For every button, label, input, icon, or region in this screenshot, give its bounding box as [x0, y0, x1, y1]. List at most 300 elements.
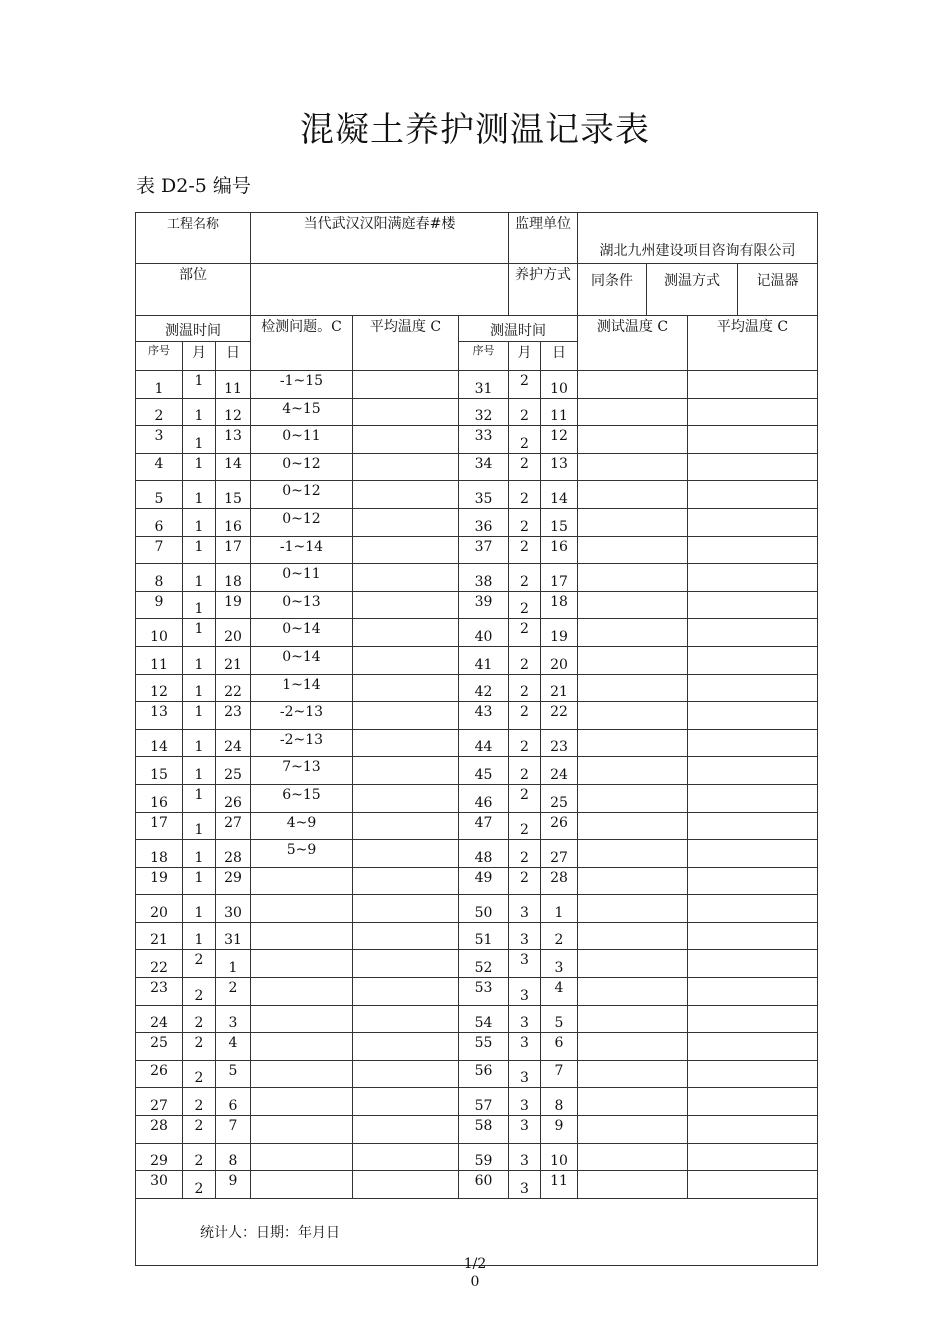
- table-row: [136, 564, 818, 592]
- month-left-cell: 1: [183, 922, 216, 950]
- temp-left-cell: 4~15: [251, 398, 353, 426]
- project-name-label: 工程名称: [136, 213, 251, 264]
- month-right-cell: 2: [509, 784, 541, 812]
- month-left-cell: 1: [183, 729, 216, 757]
- month-right-cell: 2: [509, 564, 541, 592]
- avg-right-cell: [688, 646, 818, 674]
- avg-left-cell: [353, 784, 459, 812]
- day-left-cell: 3: [216, 1005, 251, 1033]
- avg-right-cell: [688, 1033, 818, 1061]
- day-right-cell: 11: [541, 1171, 578, 1199]
- seq-right-cell: 43: [459, 702, 509, 730]
- seq-right-cell: 34: [459, 453, 509, 481]
- avg-right-cell: [688, 784, 818, 812]
- seq-right-cell: 38: [459, 564, 509, 592]
- temp-right-cell: [578, 646, 688, 674]
- month-left-cell: 1: [183, 619, 216, 647]
- table-row: [136, 508, 818, 536]
- temp-right-cell: [578, 729, 688, 757]
- seq-left-cell: 14: [136, 729, 183, 757]
- avg-left-cell: [353, 922, 459, 950]
- avg-left-cell: [353, 702, 459, 730]
- temp-right-cell: [578, 1116, 688, 1144]
- table-row: [136, 978, 818, 1006]
- temp-left-cell: -1~15: [251, 371, 353, 399]
- avg-right-cell: [688, 867, 818, 895]
- day-left-cell: 27: [216, 812, 251, 840]
- page-number-line-1: 1/2: [463, 1256, 487, 1272]
- avg-left-cell: [353, 1033, 459, 1061]
- day-left-cell: 13: [216, 426, 251, 454]
- avg-left-cell: [353, 757, 459, 785]
- month-left-cell: 1: [183, 646, 216, 674]
- part-value: [251, 264, 509, 316]
- temp-right-cell: [578, 978, 688, 1006]
- month-left-cell: 1: [183, 895, 216, 923]
- day-right-cell: 28: [541, 867, 578, 895]
- table-row: [136, 426, 818, 454]
- temp-left-cell: 0~12: [251, 508, 353, 536]
- month-left-cell: 1: [183, 481, 216, 509]
- table-row: [136, 757, 818, 785]
- measuring-method-value: 记温器: [756, 273, 799, 289]
- avg-left-cell: [353, 950, 459, 978]
- month-right-cell: 2: [509, 702, 541, 730]
- table-row: [136, 591, 818, 619]
- measure-time-header-left: 测温时间: [136, 316, 251, 342]
- seq-left-cell: 3: [136, 426, 183, 454]
- day-right-cell: 10: [541, 1143, 578, 1171]
- month-right-cell: 2: [509, 398, 541, 426]
- temp-left-cell: -2~13: [251, 729, 353, 757]
- month-left-cell: 1: [183, 398, 216, 426]
- temp-header-left: 检测问题。C: [251, 316, 353, 371]
- avg-right-cell: [688, 481, 818, 509]
- month-right-cell: 2: [509, 840, 541, 868]
- month-header-left: 月: [183, 342, 216, 371]
- seq-right-cell: 31: [459, 371, 509, 399]
- temp-right-cell: [578, 812, 688, 840]
- avg-left-cell: [353, 591, 459, 619]
- day-right-cell: 12: [541, 426, 578, 454]
- day-left-cell: 12: [216, 398, 251, 426]
- temp-left-cell: 7~13: [251, 757, 353, 785]
- temp-right-cell: [578, 481, 688, 509]
- seq-right-cell: 36: [459, 508, 509, 536]
- avg-left-cell: [353, 536, 459, 564]
- month-right-cell: 3: [509, 950, 541, 978]
- seq-right-cell: 55: [459, 1033, 509, 1061]
- avg-left-cell: [353, 564, 459, 592]
- temp-right-cell: [578, 1005, 688, 1033]
- day-left-cell: 20: [216, 619, 251, 647]
- temp-left-cell: [251, 1060, 353, 1088]
- table-row: [136, 619, 818, 647]
- avg-left-cell: [353, 1060, 459, 1088]
- month-left-cell: 1: [183, 426, 216, 454]
- avg-right-cell: [688, 536, 818, 564]
- seq-left-cell: 5: [136, 481, 183, 509]
- day-left-cell: 28: [216, 840, 251, 868]
- avg-left-cell: [353, 1143, 459, 1171]
- avg-right-cell: [688, 757, 818, 785]
- seq-left-cell: 9: [136, 591, 183, 619]
- day-header-left: 日: [216, 342, 251, 371]
- seq-right-cell: 44: [459, 729, 509, 757]
- temp-left-cell: 1~14: [251, 674, 353, 702]
- day-right-cell: 23: [541, 729, 578, 757]
- table-row: [136, 867, 818, 895]
- avg-right-cell: [688, 619, 818, 647]
- seq-right-cell: 33: [459, 426, 509, 454]
- seq-left-cell: 6: [136, 508, 183, 536]
- month-right-cell: 2: [509, 674, 541, 702]
- month-right-cell: 2: [509, 371, 541, 399]
- avg-right-cell: [688, 398, 818, 426]
- seq-left-cell: 21: [136, 922, 183, 950]
- avg-left-cell: [353, 1116, 459, 1144]
- day-header-right: 日: [541, 342, 578, 371]
- avg-left-cell: [353, 619, 459, 647]
- month-right-cell: 2: [509, 867, 541, 895]
- avg-left-cell: [353, 426, 459, 454]
- month-left-cell: 2: [183, 1033, 216, 1061]
- avg-right-cell: [688, 702, 818, 730]
- avg-left-cell: [353, 481, 459, 509]
- temp-left-cell: 4~9: [251, 812, 353, 840]
- day-right-cell: 11: [541, 398, 578, 426]
- avg-right-cell: [688, 922, 818, 950]
- avg-right-cell: [688, 564, 818, 592]
- seq-right-cell: 50: [459, 895, 509, 923]
- seq-right-cell: 59: [459, 1143, 509, 1171]
- seq-left-cell: 7: [136, 536, 183, 564]
- seq-left-cell: 28: [136, 1116, 183, 1144]
- supervisor-value: 湖北九州建设项目咨询有限公司: [578, 213, 818, 264]
- seq-right-cell: 39: [459, 591, 509, 619]
- avg-left-cell: [353, 729, 459, 757]
- seq-right-cell: 53: [459, 978, 509, 1006]
- avg-left-cell: [353, 867, 459, 895]
- month-left-cell: 2: [183, 1088, 216, 1116]
- seq-right-cell: 56: [459, 1060, 509, 1088]
- month-left-cell: 2: [183, 978, 216, 1006]
- day-left-cell: 15: [216, 481, 251, 509]
- avg-left-cell: [353, 978, 459, 1006]
- seq-right-cell: 49: [459, 867, 509, 895]
- day-left-cell: 6: [216, 1088, 251, 1116]
- temp-right-cell: [578, 867, 688, 895]
- temp-header-right: 测试温度 C: [578, 316, 688, 371]
- day-right-cell: 1: [541, 895, 578, 923]
- avg-left-cell: [353, 508, 459, 536]
- day-right-cell: 6: [541, 1033, 578, 1061]
- temp-left-cell: [251, 1171, 353, 1199]
- temp-right-cell: [578, 922, 688, 950]
- day-right-cell: 2: [541, 922, 578, 950]
- table-row: [136, 453, 818, 481]
- temp-left-cell: [251, 1033, 353, 1061]
- temp-left-cell: 0~14: [251, 646, 353, 674]
- table-row: [136, 1143, 818, 1171]
- month-right-cell: 3: [509, 1088, 541, 1116]
- month-right-cell: 3: [509, 1116, 541, 1144]
- table-row: [136, 840, 818, 868]
- avg-left-cell: [353, 812, 459, 840]
- avg-left-cell: [353, 398, 459, 426]
- day-right-cell: 22: [541, 702, 578, 730]
- day-left-cell: 25: [216, 757, 251, 785]
- seq-right-cell: 58: [459, 1116, 509, 1144]
- temp-right-cell: [578, 1033, 688, 1061]
- seq-left-cell: 17: [136, 812, 183, 840]
- day-left-cell: 18: [216, 564, 251, 592]
- seq-left-cell: 11: [136, 646, 183, 674]
- month-right-cell: 2: [509, 508, 541, 536]
- temp-right-cell: [578, 950, 688, 978]
- day-left-cell: 5: [216, 1060, 251, 1088]
- table-row: [136, 398, 818, 426]
- temp-left-cell: 0~14: [251, 619, 353, 647]
- seq-left-cell: 2: [136, 398, 183, 426]
- temp-left-cell: [251, 1116, 353, 1144]
- temp-right-cell: [578, 1171, 688, 1199]
- seq-header-right: 序号: [459, 342, 509, 371]
- seq-left-cell: 23: [136, 978, 183, 1006]
- temp-left-cell: [251, 922, 353, 950]
- page-number: [0, 1255, 950, 1291]
- month-right-cell: 2: [509, 426, 541, 454]
- seq-right-cell: 54: [459, 1005, 509, 1033]
- day-left-cell: 11: [216, 371, 251, 399]
- day-left-cell: 8: [216, 1143, 251, 1171]
- day-right-cell: 20: [541, 646, 578, 674]
- seq-right-cell: 47: [459, 812, 509, 840]
- avg-left-cell: [353, 453, 459, 481]
- day-left-cell: 2: [216, 978, 251, 1006]
- temp-right-cell: [578, 840, 688, 868]
- avg-left-cell: [353, 840, 459, 868]
- temperature-record-table: [135, 212, 818, 1266]
- month-left-cell: 1: [183, 564, 216, 592]
- seq-left-cell: 24: [136, 1005, 183, 1033]
- seq-left-cell: 27: [136, 1088, 183, 1116]
- document-title: 混凝土养护测温记录表: [300, 110, 650, 150]
- day-right-cell: 9: [541, 1116, 578, 1144]
- month-left-cell: 1: [183, 674, 216, 702]
- statistician-date-label: 统计人：日期：年月日: [200, 1224, 340, 1241]
- avg-right-cell: [688, 591, 818, 619]
- temp-right-cell: [578, 1143, 688, 1171]
- avg-right-cell: [688, 1116, 818, 1144]
- table-row: [136, 371, 818, 399]
- avg-temp-header-right: 平均温度 C: [688, 316, 818, 371]
- day-left-cell: 16: [216, 508, 251, 536]
- seq-left-cell: 18: [136, 840, 183, 868]
- day-left-cell: 9: [216, 1171, 251, 1199]
- temp-left-cell: [251, 950, 353, 978]
- month-right-cell: 2: [509, 536, 541, 564]
- seq-header-left: 序号: [136, 342, 183, 371]
- avg-right-cell: [688, 1060, 818, 1088]
- avg-right-cell: [688, 978, 818, 1006]
- month-right-cell: 3: [509, 895, 541, 923]
- month-right-cell: 3: [509, 1005, 541, 1033]
- day-left-cell: 29: [216, 867, 251, 895]
- temp-right-cell: [578, 674, 688, 702]
- avg-right-cell: [688, 729, 818, 757]
- temp-right-cell: [578, 453, 688, 481]
- temp-left-cell: [251, 1088, 353, 1116]
- seq-right-cell: 40: [459, 619, 509, 647]
- table-row: [136, 646, 818, 674]
- month-left-cell: 2: [183, 950, 216, 978]
- month-left-cell: 2: [183, 1116, 216, 1144]
- temp-left-cell: 5~9: [251, 840, 353, 868]
- day-left-cell: 26: [216, 784, 251, 812]
- table-row: [136, 481, 818, 509]
- table-row: [136, 536, 818, 564]
- temp-left-cell: 0~13: [251, 591, 353, 619]
- avg-left-cell: [353, 1088, 459, 1116]
- month-left-cell: 1: [183, 757, 216, 785]
- day-right-cell: 3: [541, 950, 578, 978]
- measure-time-header-right: 测温时间: [459, 316, 578, 342]
- seq-right-cell: 46: [459, 784, 509, 812]
- day-right-cell: 25: [541, 784, 578, 812]
- seq-left-cell: 19: [136, 867, 183, 895]
- temp-left-cell: [251, 1005, 353, 1033]
- seq-right-cell: 60: [459, 1171, 509, 1199]
- day-right-cell: 21: [541, 674, 578, 702]
- day-left-cell: 4: [216, 1033, 251, 1061]
- avg-right-cell: [688, 1143, 818, 1171]
- day-right-cell: 19: [541, 619, 578, 647]
- day-left-cell: 17: [216, 536, 251, 564]
- avg-right-cell: [688, 812, 818, 840]
- temp-left-cell: [251, 978, 353, 1006]
- seq-left-cell: 30: [136, 1171, 183, 1199]
- temp-left-cell: 6~15: [251, 784, 353, 812]
- month-header-right: 月: [509, 342, 541, 371]
- avg-right-cell: [688, 1088, 818, 1116]
- avg-right-cell: [688, 508, 818, 536]
- day-right-cell: 18: [541, 591, 578, 619]
- avg-left-cell: [353, 1005, 459, 1033]
- seq-left-cell: 20: [136, 895, 183, 923]
- month-right-cell: 3: [509, 1060, 541, 1088]
- month-right-cell: 2: [509, 812, 541, 840]
- month-right-cell: 2: [509, 591, 541, 619]
- seq-left-cell: 26: [136, 1060, 183, 1088]
- month-left-cell: 1: [183, 867, 216, 895]
- month-left-cell: 2: [183, 1005, 216, 1033]
- day-left-cell: 21: [216, 646, 251, 674]
- day-right-cell: 8: [541, 1088, 578, 1116]
- day-left-cell: 30: [216, 895, 251, 923]
- table-row: [136, 1005, 818, 1033]
- avg-right-cell: [688, 426, 818, 454]
- avg-right-cell: [688, 371, 818, 399]
- seq-left-cell: 22: [136, 950, 183, 978]
- seq-right-cell: 41: [459, 646, 509, 674]
- curing-method-value: 同条件: [578, 264, 647, 315]
- month-right-cell: 2: [509, 729, 541, 757]
- seq-right-cell: 51: [459, 922, 509, 950]
- day-right-cell: 4: [541, 978, 578, 1006]
- table-row: [136, 1033, 818, 1061]
- seq-left-cell: 13: [136, 702, 183, 730]
- seq-left-cell: 10: [136, 619, 183, 647]
- table-row: [136, 812, 818, 840]
- table-row: [136, 784, 818, 812]
- seq-right-cell: 48: [459, 840, 509, 868]
- seq-right-cell: 52: [459, 950, 509, 978]
- month-left-cell: 1: [183, 591, 216, 619]
- month-left-cell: 1: [183, 784, 216, 812]
- month-right-cell: 2: [509, 757, 541, 785]
- avg-right-cell: [688, 1171, 818, 1199]
- avg-right-cell: [688, 895, 818, 923]
- seq-right-cell: 32: [459, 398, 509, 426]
- day-right-cell: 24: [541, 757, 578, 785]
- temp-right-cell: [578, 398, 688, 426]
- temp-right-cell: [578, 757, 688, 785]
- temp-right-cell: [578, 591, 688, 619]
- temp-right-cell: [578, 784, 688, 812]
- month-left-cell: 1: [183, 536, 216, 564]
- seq-left-cell: 8: [136, 564, 183, 592]
- day-right-cell: 15: [541, 508, 578, 536]
- month-left-cell: 1: [183, 702, 216, 730]
- avg-right-cell: [688, 674, 818, 702]
- measuring-method-label: 测温方式: [647, 264, 738, 315]
- table-row: [136, 950, 818, 978]
- seq-left-cell: 16: [136, 784, 183, 812]
- temp-left-cell: 0~12: [251, 481, 353, 509]
- temp-right-cell: [578, 508, 688, 536]
- temp-right-cell: [578, 1060, 688, 1088]
- month-left-cell: 1: [183, 453, 216, 481]
- temp-left-cell: 0~11: [251, 426, 353, 454]
- avg-left-cell: [353, 371, 459, 399]
- part-label: 部位: [136, 264, 251, 316]
- month-right-cell: 2: [509, 453, 541, 481]
- seq-left-cell: 4: [136, 453, 183, 481]
- table-row: [136, 729, 818, 757]
- avg-left-cell: [353, 1171, 459, 1199]
- avg-right-cell: [688, 1005, 818, 1033]
- supervisor-label: 监理单位: [509, 213, 578, 264]
- avg-left-cell: [353, 895, 459, 923]
- day-left-cell: 23: [216, 702, 251, 730]
- seq-left-cell: 29: [136, 1143, 183, 1171]
- day-right-cell: 10: [541, 371, 578, 399]
- temp-right-cell: [578, 564, 688, 592]
- day-left-cell: 24: [216, 729, 251, 757]
- day-right-cell: 13: [541, 453, 578, 481]
- day-right-cell: 16: [541, 536, 578, 564]
- form-number-label: 表 D2-5 编号: [136, 175, 251, 197]
- month-right-cell: 3: [509, 1171, 541, 1199]
- month-right-cell: 3: [509, 922, 541, 950]
- avg-left-cell: [353, 646, 459, 674]
- seq-left-cell: 1: [136, 371, 183, 399]
- day-right-cell: 17: [541, 564, 578, 592]
- month-left-cell: 2: [183, 1171, 216, 1199]
- avg-right-cell: [688, 840, 818, 868]
- month-right-cell: 3: [509, 978, 541, 1006]
